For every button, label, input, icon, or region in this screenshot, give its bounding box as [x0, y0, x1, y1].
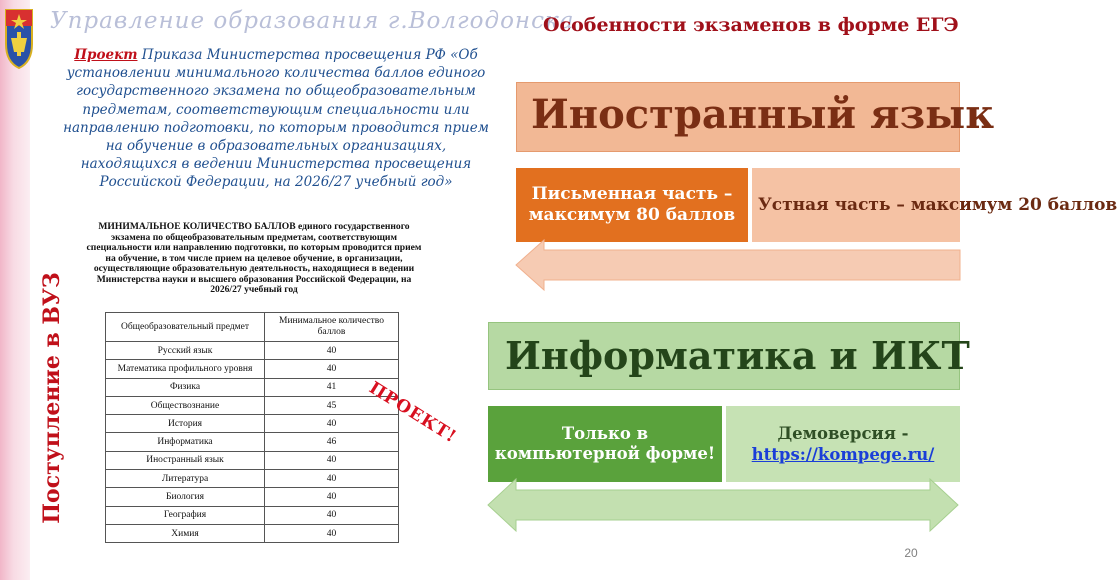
score-cell: 40 — [265, 342, 399, 360]
table-row — [106, 396, 399, 414]
subject-cell: История — [106, 415, 265, 433]
project-stamp: ПРОЕКТ! — [365, 378, 461, 448]
decree-label: Проект — [74, 47, 138, 63]
score-cell: 40 — [265, 360, 399, 378]
decree-text: Приказа Министерства просвещения РФ «Об установлении минимального количества баллов единого государственного экзамена по общеобразовательным предметам, соответствующим специальности или направлению подготовки, по которым проводится прием на обучение в образовательных организациях, находящихся в ведении Министерства просвещения Российской Федерации, на 2026/27 учебный год» — [63, 47, 489, 191]
score-cell: 40 — [265, 488, 399, 506]
subject-cell: Обществознание — [106, 396, 265, 414]
score-cell: 46 — [265, 433, 399, 451]
informatics-title: Информатика и ИКТ — [505, 333, 970, 378]
vertical-title-text: Поступление в ВУЗ — [39, 272, 65, 524]
written-part-box: Письменная часть – максимум 80 баллов — [516, 168, 748, 242]
table-row — [106, 524, 399, 542]
slide-title: Особенности экзаменов в форме ЕГЭ — [543, 14, 959, 36]
document-heading: МИНИМАЛЬНОЕ КОЛИЧЕСТВО БАЛЛОВ единого государственного экзамена по общеобразовательным предметам, соответствующим специальности или направлению подготовки, по которым проводится прием на обучение, в том числе прием на целевое обучение, в организации, осуществляющие образовательную деятельность, находящиеся в ведении Министерства науки и высшего образования Российской Федерации, на 2026/27 учебный год — [86, 221, 422, 295]
subject-cell: Физика — [106, 378, 265, 396]
score-cell: 40 — [265, 470, 399, 488]
score-cell: 40 — [265, 524, 399, 542]
demo-version-link[interactable]: https://kompege.ru/ — [751, 445, 935, 464]
foreign-language-banner — [516, 82, 995, 152]
subject-cell: География — [106, 506, 265, 524]
table-row — [106, 433, 399, 451]
foreign-language-title: Иностранный язык — [531, 91, 995, 138]
table-row — [106, 415, 399, 433]
oral-part-box: Устная часть – максимум 20 баллов — [752, 168, 960, 242]
score-cell: 40 — [265, 451, 399, 469]
table-row — [106, 360, 399, 378]
computer-form-box: Только в компьютерной форме! — [488, 406, 722, 482]
table-header-row — [106, 313, 399, 342]
table-row — [106, 488, 399, 506]
subject-cell: Математика профильного уровня — [106, 360, 265, 378]
table-row — [106, 378, 399, 396]
table-header-min-score: Минимальное количество баллов — [265, 313, 399, 342]
subject-cell: Иностранный язык — [106, 451, 265, 469]
demo-label: Демоверсия - — [777, 424, 909, 443]
table-row — [106, 506, 399, 524]
score-cell: 41 — [265, 378, 399, 396]
table-row — [106, 451, 399, 469]
page-number: 20 — [904, 546, 918, 560]
informatics-double-arrow-icon — [486, 476, 960, 534]
demo-version-box — [726, 406, 960, 482]
subject-cell: Информатика — [106, 433, 265, 451]
table-row — [106, 470, 399, 488]
minimum-scores-table — [105, 312, 399, 543]
subject-cell: Химия — [106, 524, 265, 542]
score-cell: 40 — [265, 506, 399, 524]
score-cell: 40 — [265, 415, 399, 433]
score-cell: 45 — [265, 396, 399, 414]
subject-cell: Биология — [106, 488, 265, 506]
subject-cell: Литература — [106, 470, 265, 488]
organization-header: Управление образования г.Волгодонска — [50, 8, 575, 34]
city-emblem-icon — [2, 4, 36, 82]
subject-cell: Русский язык — [106, 342, 265, 360]
decree-description — [62, 46, 490, 192]
vertical-section-title — [30, 262, 74, 534]
foreign-language-arrow-icon — [514, 238, 960, 292]
table-row — [106, 342, 399, 360]
left-decorative-stripe — [0, 0, 30, 580]
table-header-subject: Общеобразовательный предмет — [106, 313, 265, 342]
informatics-banner — [488, 322, 970, 390]
